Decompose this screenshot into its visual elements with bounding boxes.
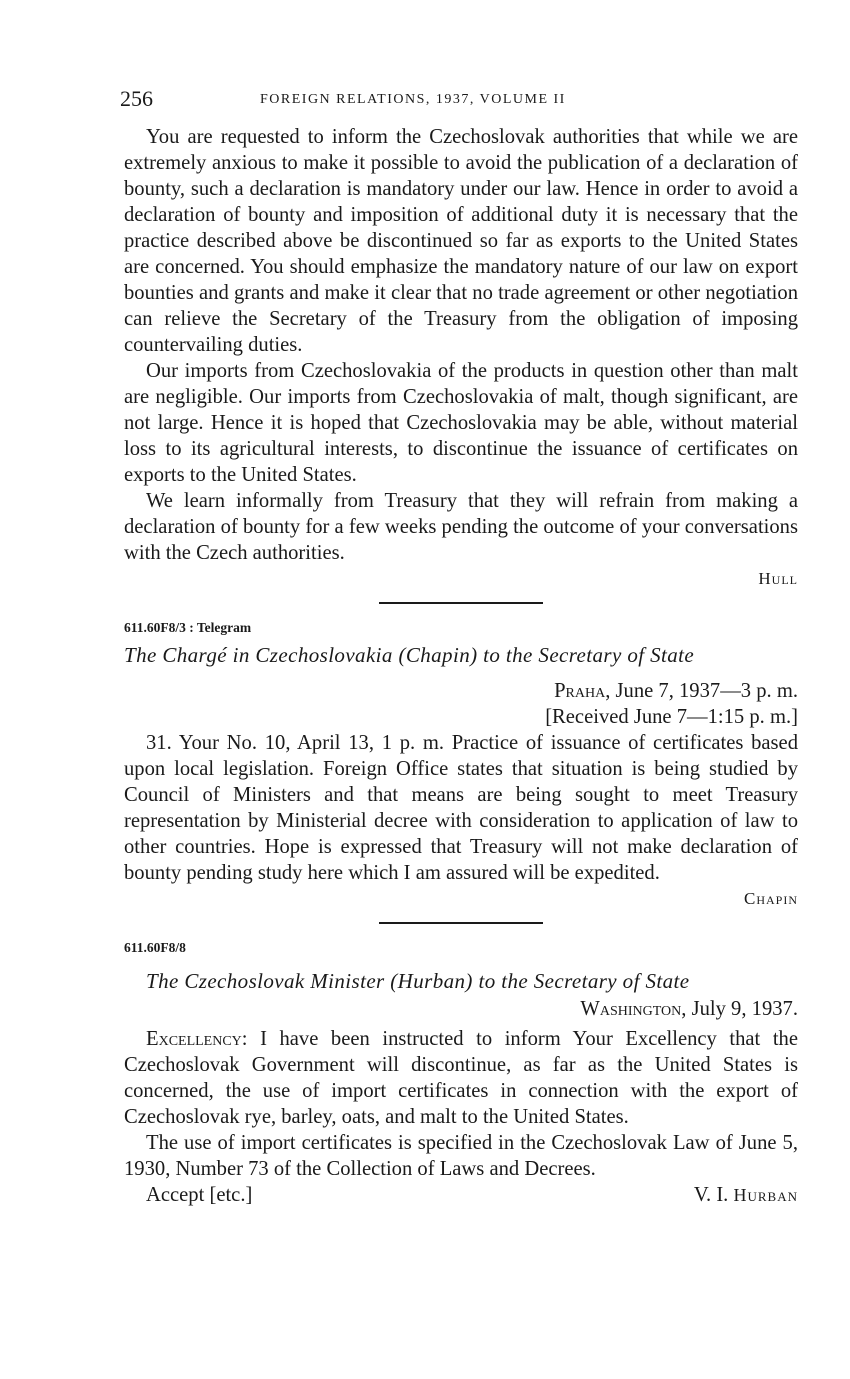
complimentary-close: Accept [etc.] (146, 1184, 253, 1206)
closing-line (124, 1182, 798, 1208)
body-paragraph: You are requested to inform the Czechoslovak authorities that while we are extremely anxious to make it possible to avoid the publication of a declaration of bounty, such a declaration is mandatory under our law. Hence in order to avoid a declaration of bounty and imposition of additional duty it is necessary that the practice described above be discontinued so far as exports to the United States are concerned. You should emphasize the mandatory nature of our law on export bounties and grants and make it clear that no trade agreement or other negotiation can relieve the Secretary of the Treasury from the obligation of imposing countervailing duties. (124, 126, 798, 356)
file-reference: 611.60F8/8 (124, 940, 186, 955)
body-paragraph: 31. Your No. 10, April 13, 1 p. m. Practice of issuance of certificates based upon local legislation. Foreign Office states that situation is being studied by Council of Ministers and that means are being sought to meet Treasury representation by Ministerial decree with consideration to application of law to other countries. Hope is expressed that Treasury will not make declaration of bounty pending study here which I am assured will be expedited. (124, 732, 798, 884)
dateline-place: Washington (580, 998, 682, 1020)
dateline (124, 996, 798, 1022)
dateline (124, 678, 798, 704)
body-paragraph: We learn informally from Treasury that they will refrain from making a declaration of bounty for a few weeks pending the outcome of your conversations with the Czech authorities. (124, 490, 798, 564)
page-number: 256 (120, 86, 153, 111)
signature-name: Hurban (733, 1185, 798, 1205)
document-chapin-telegram (124, 616, 798, 912)
body-paragraph (124, 1026, 798, 1130)
signature-chapin: Chapin (743, 889, 798, 908)
dateline-date: , July 9, 1937. (681, 998, 798, 1020)
paragraph-text: : I have been instructed to inform Your Excellency that the Czechoslovak Government will discontinue, as far as the United States is concerned, the use of import certificates in connection with the export of Czechoslovak rye, barley, oats, and malt to the United States. (124, 1028, 798, 1128)
running-head (120, 86, 798, 116)
dateline-date: , June 7, 1937—3 p. m. (605, 680, 798, 702)
signature-hurban (694, 1182, 798, 1208)
body-paragraph: The use of import certificates is specified in the Czechoslovak Law of June 5, 1930, Number 73 of the Collection of Laws and Decrees. (124, 1132, 798, 1180)
document-hull-telegram (124, 124, 798, 592)
section-divider (379, 922, 543, 924)
document-hurban-note (124, 936, 798, 1208)
received-line: [Received June 7—1:15 p. m.] (545, 706, 798, 728)
dateline-place: Praha (554, 680, 606, 702)
file-reference: 611.60F8/3 : Telegram (124, 620, 252, 635)
document-page (120, 86, 798, 1208)
section-divider (379, 602, 543, 604)
salutation: Excellency (146, 1028, 242, 1050)
running-title: FOREIGN RELATIONS, 1937, VOLUME II (260, 92, 566, 107)
signature-initials: V. I. (693, 1184, 734, 1206)
body-paragraph: Our imports from Czechoslovakia of the products in question other than malt are negligible. Our imports from Czechoslovakia of malt, though significant, are not large. Hence it is hoped that Czechoslovakia may be able, without material loss to its agricultural interests, to discontinue the issuance of certificates on exports to the United States. (124, 360, 798, 486)
document-title: The Czechoslovak Minister (Hurban) to the Secretary of State (146, 969, 690, 993)
document-title: The Chargé in Czechoslovakia (Chapin) to the Secretary of State (124, 643, 695, 667)
signature-hull: Hull (758, 569, 798, 588)
